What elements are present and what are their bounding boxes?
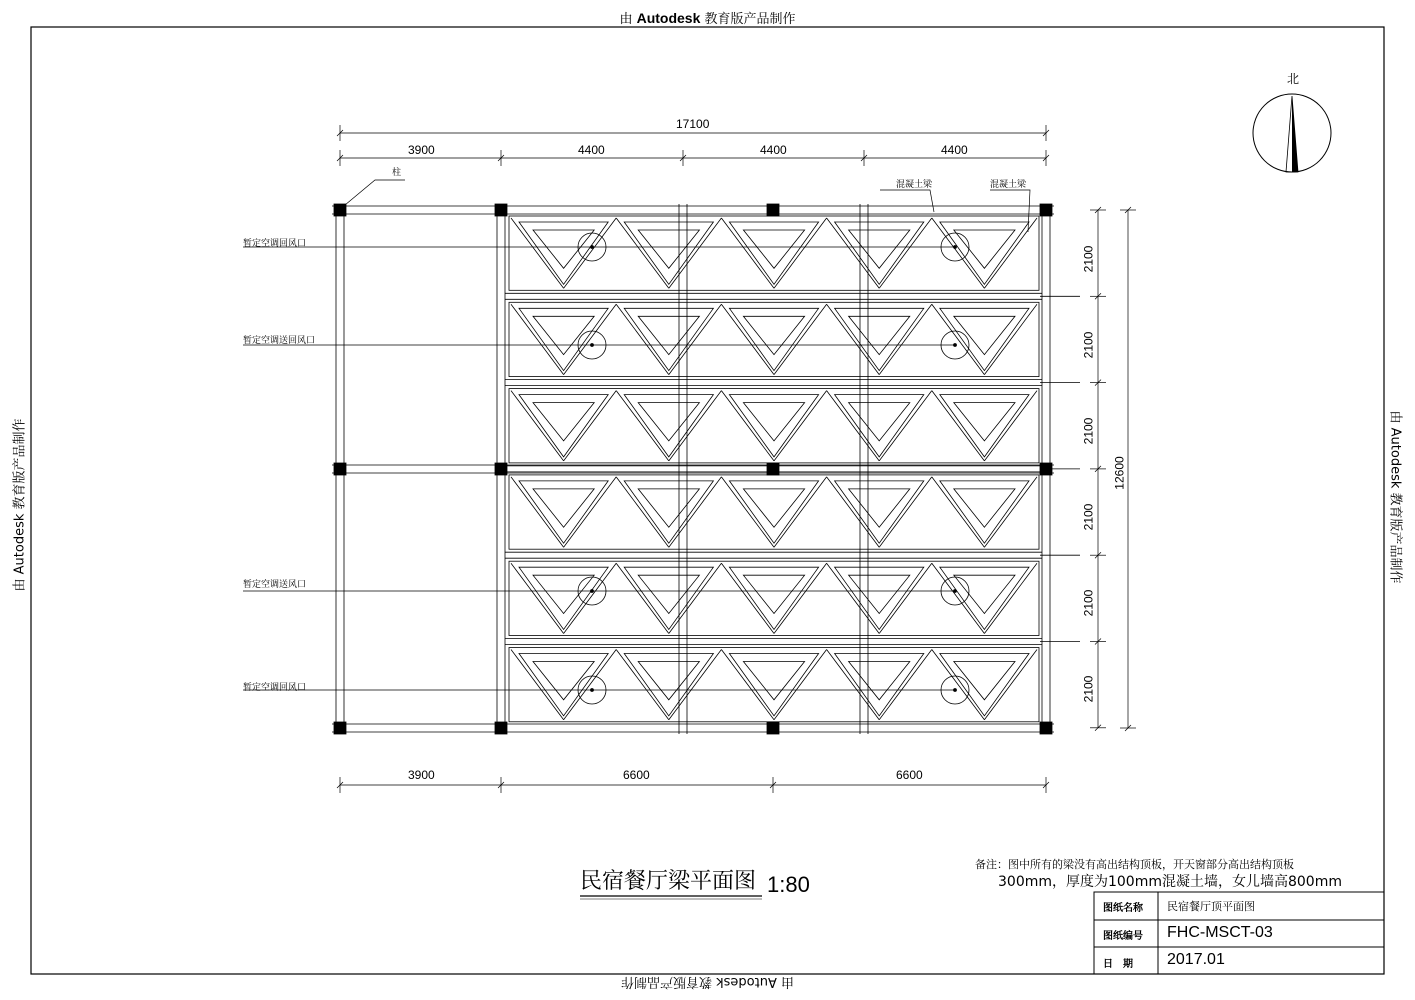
diagonal-beam <box>616 477 669 547</box>
watermark-bottom: 由 Autodesk 教育版产品制作 <box>621 974 794 989</box>
dim-top-3: 4400 <box>760 143 787 157</box>
triangle-down <box>519 567 608 629</box>
dim-overall-top: 17100 <box>676 117 710 131</box>
diagonal-beam <box>721 218 774 288</box>
note-line-1: 备注：图中所有的梁没有高出结构顶板，开天窗部分高出结构顶板 <box>975 858 1294 871</box>
label-beam-2: 混凝土梁 <box>990 180 1027 190</box>
triangle-down <box>729 308 818 370</box>
diagonal-beam <box>984 563 1037 633</box>
diagonal-beam <box>564 563 617 633</box>
tb-number-value: FHC-MSCT-03 <box>1167 924 1273 941</box>
diagonal-beam <box>984 218 1037 288</box>
dim-top-1: 3900 <box>408 143 435 157</box>
triangle-down-inner <box>638 662 699 700</box>
dim-bottom-1: 3900 <box>408 768 435 782</box>
diagonal-beam <box>879 391 932 461</box>
tb-name-value: 民宿餐厅顶平面图 <box>1167 900 1255 913</box>
triangle-down <box>519 395 608 457</box>
triangle-down <box>940 395 1029 457</box>
diagonal-beam <box>616 650 669 720</box>
leader-beam-2 <box>990 190 1030 232</box>
diagonal-beam <box>984 650 1037 720</box>
diagonal-beam <box>669 391 722 461</box>
drawing-scale: 1:80 <box>767 872 810 897</box>
label-vent-2: 暂定空调送回风口 <box>243 336 316 346</box>
triangle-down <box>940 654 1029 716</box>
triangle-down-inner <box>849 662 910 700</box>
triangle-down-inner <box>638 403 699 441</box>
triangle-down-inner <box>954 403 1015 441</box>
panel-frame <box>509 302 1039 376</box>
diagonal-beam <box>774 563 827 633</box>
note-line-2: 300mm，厚度为100mm混凝土墙，女儿墙高800mm <box>998 874 1342 890</box>
diagonal-beam <box>721 650 774 720</box>
tb-number-label: 图纸编号 <box>1103 931 1143 942</box>
triangle-down <box>729 395 818 457</box>
triangle-down <box>940 567 1029 629</box>
triangle-down-inner <box>954 489 1015 527</box>
diagonal-beam <box>721 391 774 461</box>
triangle-down-inner <box>533 489 594 527</box>
triangle-down <box>940 308 1029 370</box>
diagonal-beam <box>827 477 880 547</box>
triangle-down <box>835 308 924 370</box>
column <box>495 463 507 475</box>
diagonal-beam <box>721 304 774 374</box>
label-column: 柱 <box>392 168 402 178</box>
watermark-right: 由 Autodesk 教育版产品制作 <box>1387 410 1403 584</box>
triangle-down <box>624 395 713 457</box>
column <box>334 204 346 216</box>
diagonal-beam <box>932 477 985 547</box>
triangle-down <box>729 222 818 284</box>
label-vent-1: 暂定空调回风口 <box>243 239 307 249</box>
triangle-down <box>940 222 1029 284</box>
triangle-down-inner <box>638 230 699 268</box>
diagonal-beam <box>564 650 617 720</box>
dim-bottom-3: 6600 <box>896 768 923 782</box>
diagonal-beam <box>564 391 617 461</box>
column <box>495 722 507 734</box>
panel-frame <box>509 648 1039 722</box>
diagonal-beam <box>511 477 564 547</box>
column <box>767 463 779 475</box>
triangle-down-inner <box>849 403 910 441</box>
triangle-down-inner <box>954 575 1015 613</box>
diagonal-beam <box>879 477 932 547</box>
diagonal-beam <box>511 650 564 720</box>
panel-frame <box>509 216 1039 290</box>
tb-date-value: 2017.01 <box>1167 951 1225 968</box>
panel-frame <box>509 389 1039 463</box>
triangle-down <box>519 481 608 543</box>
diagonal-beam <box>879 650 932 720</box>
drawing-frame <box>31 27 1384 974</box>
triangle-down <box>624 222 713 284</box>
dim-right-2: 2100 <box>1081 331 1096 359</box>
dim-right-3: 2100 <box>1081 417 1096 445</box>
diagonal-beam <box>774 218 827 288</box>
diagonal-beam <box>879 304 932 374</box>
triangle-down-inner <box>743 575 804 613</box>
watermark-left: 由 Autodesk 教育版产品制作 <box>12 418 28 592</box>
tb-date-label: 日 期 <box>1103 959 1133 970</box>
diagonal-beam <box>511 391 564 461</box>
column <box>1040 463 1052 475</box>
triangle-down-inner <box>533 230 594 268</box>
triangle-down-inner <box>533 575 594 613</box>
diagonal-beam <box>827 218 880 288</box>
diagonal-beam <box>984 391 1037 461</box>
dim-right-5: 2100 <box>1081 589 1096 617</box>
diagonal-beam <box>984 477 1037 547</box>
label-vent-3: 暂定空调送风口 <box>243 580 307 590</box>
diagonal-beam <box>827 391 880 461</box>
diagonal-beam <box>774 650 827 720</box>
triangle-down-inner <box>743 403 804 441</box>
triangle-down <box>624 308 713 370</box>
diagonal-beam <box>511 563 564 633</box>
triangle-down-inner <box>533 403 594 441</box>
diagonal-beam <box>932 391 985 461</box>
diagonal-beam <box>879 563 932 633</box>
triangle-down-inner <box>954 662 1015 700</box>
triangle-down <box>624 654 713 716</box>
triangle-down <box>835 654 924 716</box>
dim-bottom-2: 6600 <box>623 768 650 782</box>
north-label: 北 <box>1287 72 1300 86</box>
diagonal-beam <box>774 391 827 461</box>
column <box>495 204 507 216</box>
diagonal-beam <box>879 218 932 288</box>
diagonal-beam <box>932 650 985 720</box>
triangle-down-inner <box>743 489 804 527</box>
triangle-down <box>729 654 818 716</box>
column <box>1040 204 1052 216</box>
leader-column <box>345 180 405 205</box>
triangle-down <box>729 481 818 543</box>
diagonal-beam <box>511 218 564 288</box>
diagonal-beam <box>669 477 722 547</box>
diagonal-beam <box>564 218 617 288</box>
diagonal-beam <box>774 477 827 547</box>
diagonal-beam <box>932 563 985 633</box>
diagonal-beam <box>721 563 774 633</box>
triangle-down-inner <box>533 662 594 700</box>
triangle-down-inner <box>743 662 804 700</box>
diagonal-beam <box>827 304 880 374</box>
triangle-down-inner <box>743 230 804 268</box>
triangle-down <box>729 567 818 629</box>
watermark-top: 由 Autodesk 教育版产品制作 <box>619 10 796 27</box>
triangle-down <box>835 395 924 457</box>
column <box>767 204 779 216</box>
dim-right-6: 2100 <box>1081 675 1096 703</box>
triangle-down-inner <box>533 316 594 354</box>
diagonal-beam <box>616 391 669 461</box>
diagonal-beam <box>564 477 617 547</box>
dimension-lines <box>337 125 1136 793</box>
triangle-down-inner <box>849 489 910 527</box>
column <box>334 722 346 734</box>
triangle-down-inner <box>849 316 910 354</box>
diagonal-beam <box>827 650 880 720</box>
triangle-down <box>835 567 924 629</box>
triangle-down-inner <box>954 316 1015 354</box>
leader-lines <box>243 180 1030 690</box>
triangle-down <box>624 567 713 629</box>
diagonal-beam <box>669 218 722 288</box>
column <box>1040 722 1052 734</box>
triangle-down <box>940 481 1029 543</box>
diagonal-beam <box>669 650 722 720</box>
triangle-down-inner <box>638 489 699 527</box>
dim-top-4: 4400 <box>941 143 968 157</box>
column <box>767 722 779 734</box>
triangle-down <box>519 654 608 716</box>
triangle-down-inner <box>638 316 699 354</box>
column <box>334 463 346 475</box>
triangle-down-inner <box>849 575 910 613</box>
triangle-down <box>519 308 608 370</box>
triangle-down-inner <box>638 575 699 613</box>
dim-right-4: 2100 <box>1081 503 1096 531</box>
diagonal-beam <box>932 218 985 288</box>
leader-beam-1 <box>880 190 934 212</box>
north-arrow-icon <box>1253 94 1331 172</box>
diagonal-beam <box>564 304 617 374</box>
diagonal-beam <box>511 304 564 374</box>
diagonal-beam <box>774 304 827 374</box>
diagonal-beam <box>616 304 669 374</box>
label-beam-1: 混凝土梁 <box>896 180 933 190</box>
dim-overall-right: 12600 <box>1112 456 1127 490</box>
beam-plan <box>332 204 1080 734</box>
drawing-title: 民宿餐厅梁平面图 <box>580 869 757 894</box>
triangle-down <box>835 222 924 284</box>
triangle-down-inner <box>849 230 910 268</box>
diagonal-beam <box>669 304 722 374</box>
triangle-down <box>519 222 608 284</box>
diagonal-beam <box>984 304 1037 374</box>
diagonal-beam <box>616 218 669 288</box>
diagonal-beam <box>616 563 669 633</box>
diagonal-beam <box>669 563 722 633</box>
label-vent-4: 暂定空调回风口 <box>243 683 307 693</box>
triangle-down-inner <box>743 316 804 354</box>
panel-frame <box>509 475 1039 549</box>
triangle-down <box>624 481 713 543</box>
diagonal-beam <box>827 563 880 633</box>
panel-frame <box>509 561 1039 635</box>
diagonal-beam <box>721 477 774 547</box>
dim-top-2: 4400 <box>578 143 605 157</box>
diagonal-beam <box>932 304 985 374</box>
dim-right-1: 2100 <box>1081 245 1096 273</box>
tb-name-label: 图纸名称 <box>1103 903 1143 914</box>
triangle-down <box>835 481 924 543</box>
